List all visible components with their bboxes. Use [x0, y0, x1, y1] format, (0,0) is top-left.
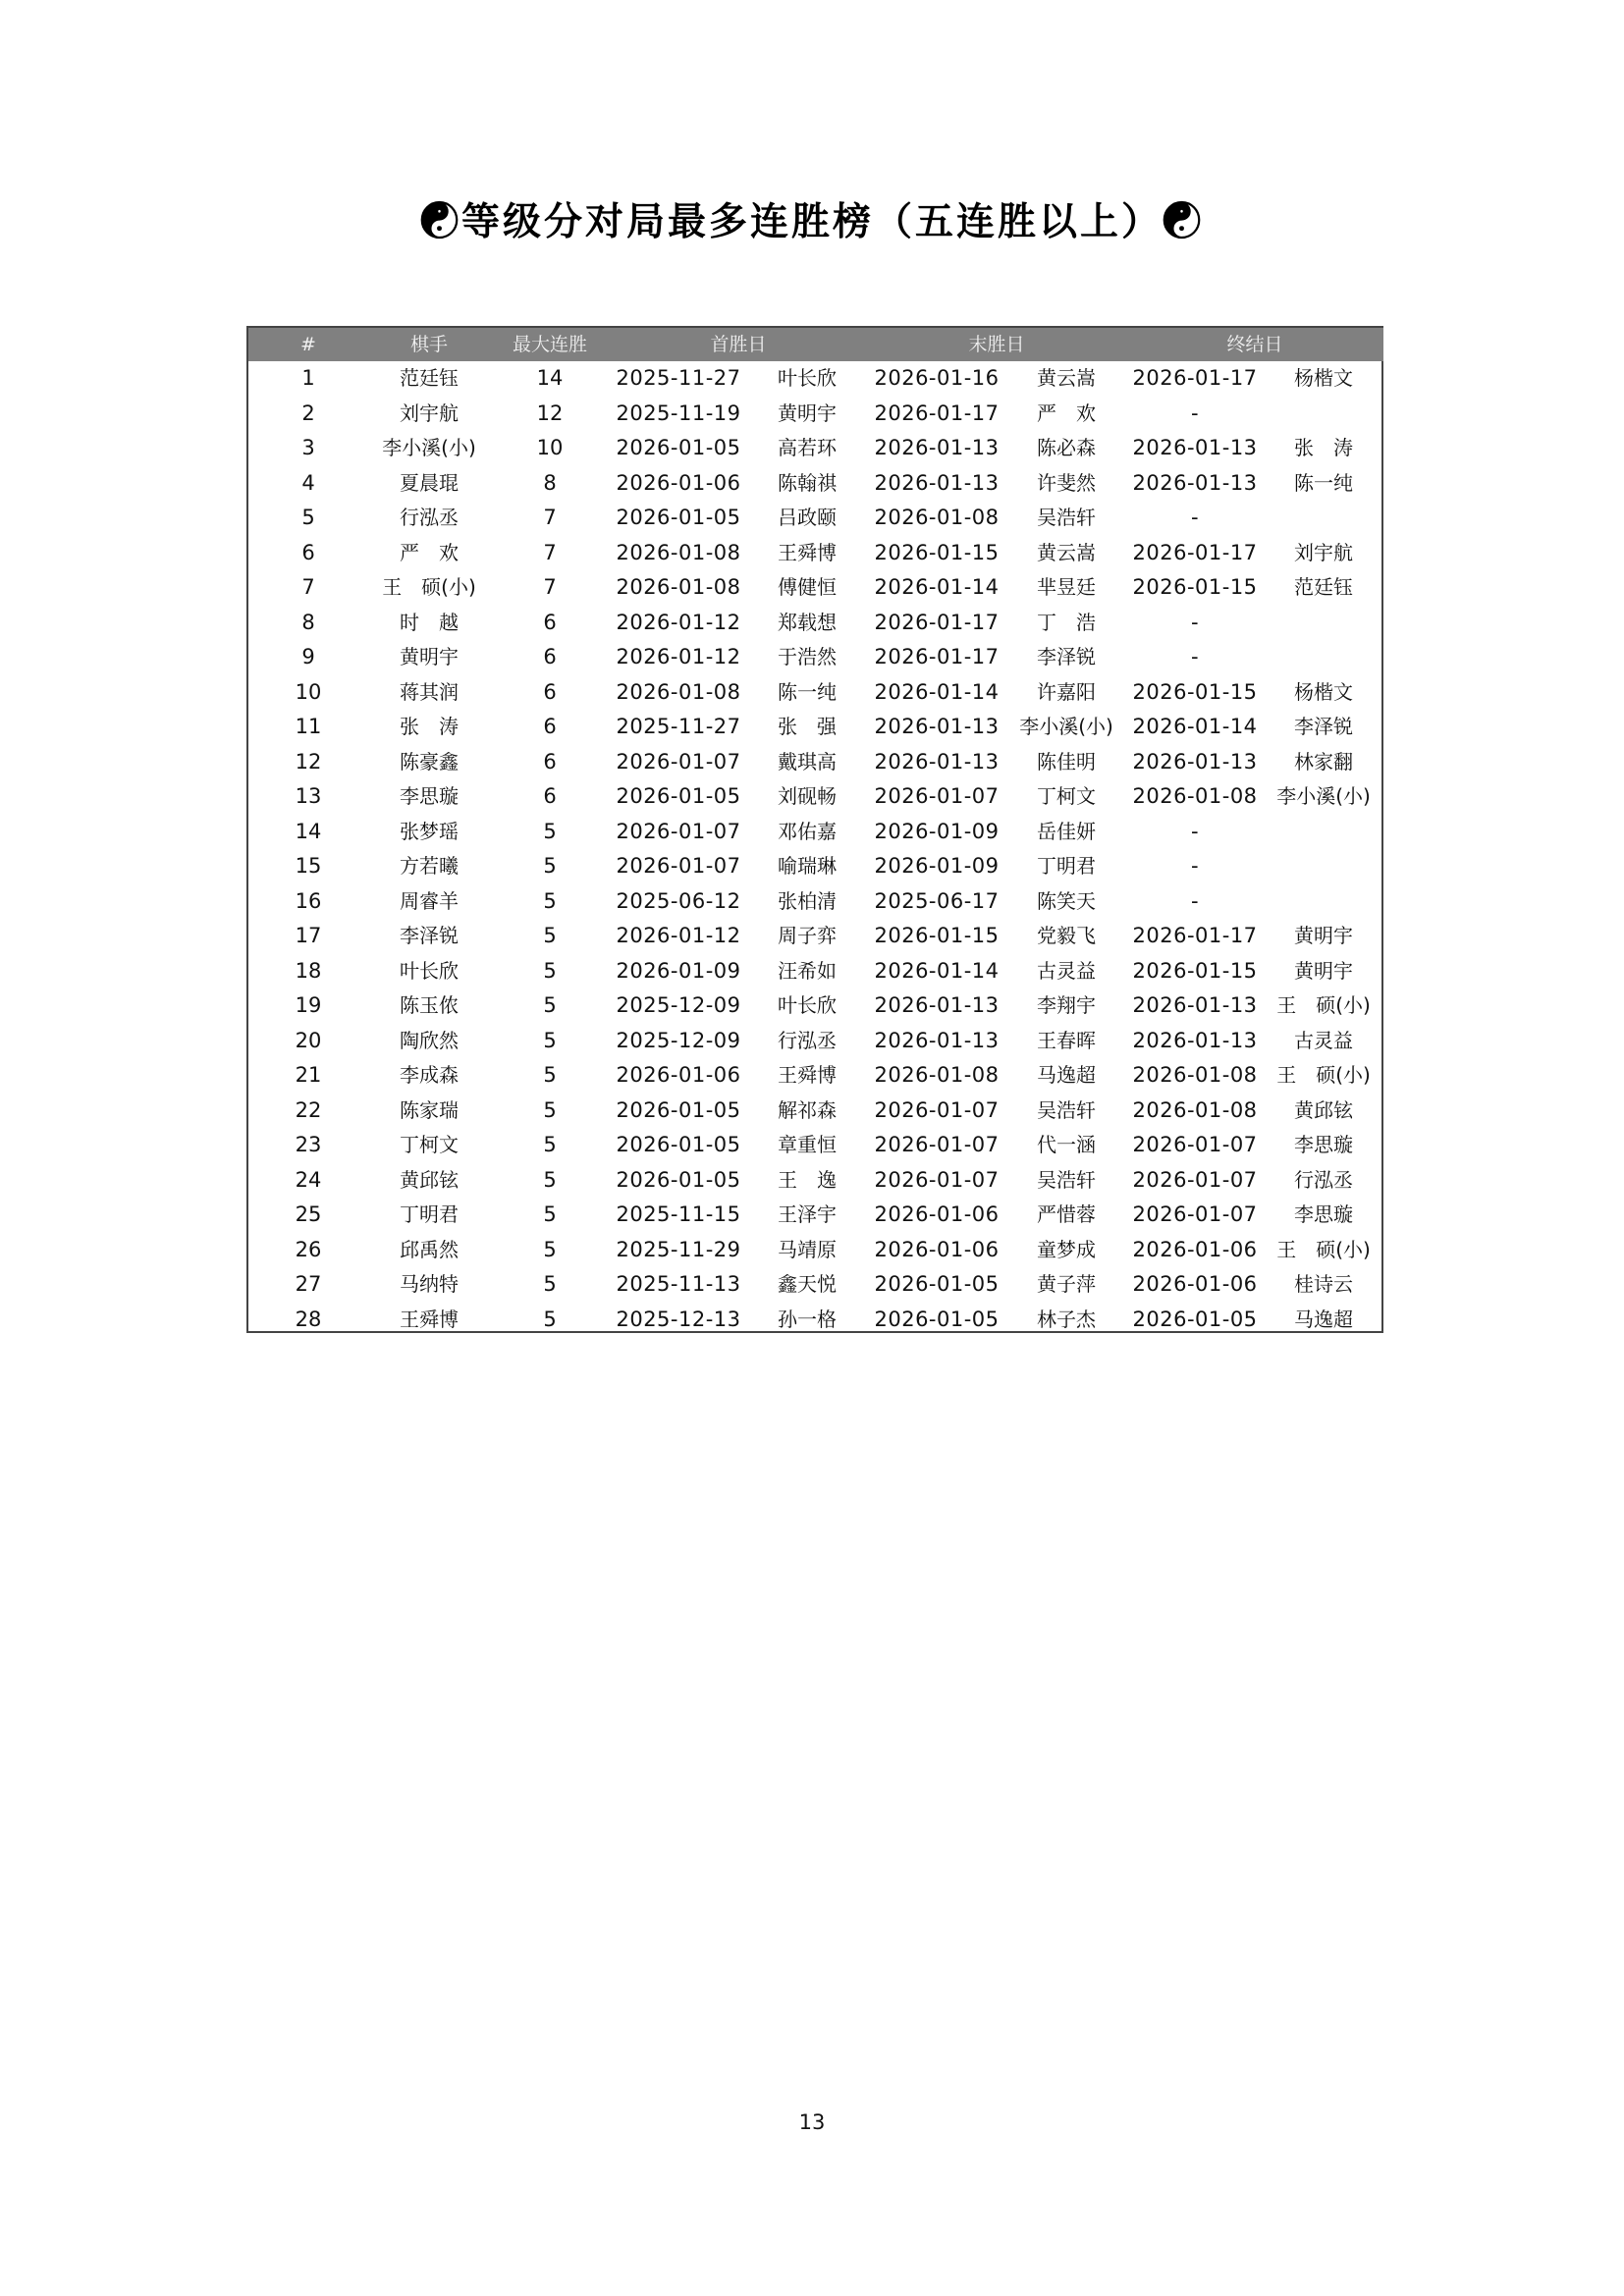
end-opponent-cell: 范廷钰: [1294, 575, 1354, 599]
table-row: [248, 397, 1383, 432]
table-row: [248, 1303, 1383, 1338]
last-win-opponent-cell: 芈昱廷: [1037, 575, 1097, 599]
table-row: [248, 570, 1383, 606]
last-win-date-cell: 2026-01-09: [874, 819, 1000, 843]
player-cell: 李泽锐: [400, 924, 459, 947]
first-win-opponent-cell: 陈翰祺: [778, 470, 837, 495]
last-win-date-cell: 2026-01-14: [874, 575, 1000, 599]
first-win-date-cell: 2026-01-09: [616, 958, 741, 983]
player-cell: 王舜博: [400, 1307, 459, 1331]
end-opponent-cell: [1264, 849, 1383, 884]
last-win-opponent-cell: 吴浩轩: [1037, 506, 1097, 529]
player-cell: 李小溪(小): [382, 436, 476, 459]
last-win-date-cell: 2026-01-16: [874, 366, 1000, 390]
first-win-date-cell: 2026-01-07: [616, 819, 741, 843]
rank-cell: 20: [295, 1028, 322, 1052]
last-win-date-cell: 2026-01-07: [874, 1167, 1000, 1192]
first-win-date-cell: 2026-01-05: [616, 1097, 741, 1122]
first-win-opponent-cell: 叶长欣: [778, 993, 837, 1017]
table-row: [248, 1058, 1383, 1094]
last-win-opponent-cell: 党毅飞: [1037, 924, 1097, 947]
streak-cell: 7: [543, 540, 557, 564]
end-opponent-cell: [1264, 501, 1383, 536]
end-date-cell: -: [1190, 819, 1200, 843]
streak-cell: 5: [543, 854, 557, 878]
table-row: [248, 815, 1383, 850]
last-win-opponent-cell: 李小溪(小): [1019, 715, 1113, 738]
last-win-opponent-cell: 严 欢: [1037, 400, 1097, 425]
last-win-opponent-cell: 严惜蓉: [1037, 1202, 1097, 1226]
rank-cell: 12: [295, 749, 322, 774]
streak-cell: 6: [543, 610, 557, 634]
last-win-date-cell: 2026-01-17: [874, 645, 1000, 668]
rank-cell: 10: [295, 679, 322, 704]
last-win-opponent-cell: 许斐然: [1037, 470, 1097, 495]
player-cell: 李思璇: [400, 784, 459, 808]
last-win-opponent-cell: 丁柯文: [1037, 784, 1097, 808]
last-win-date-cell: 2026-01-09: [874, 854, 1000, 878]
rank-cell: 5: [301, 506, 315, 529]
first-win-opponent-cell: 张柏清: [778, 888, 837, 913]
last-win-date-cell: 2026-01-15: [874, 540, 1000, 564]
table-row: [248, 1094, 1383, 1129]
rank-cell: 28: [295, 1307, 322, 1331]
last-win-opponent-cell: 许嘉阳: [1037, 679, 1097, 704]
end-opponent-cell: 李泽锐: [1294, 715, 1354, 738]
first-win-opponent-cell: 郑载想: [778, 610, 837, 634]
end-date-cell: 2026-01-06: [1132, 1237, 1258, 1261]
player-cell: 王 硕(小): [382, 575, 476, 599]
streak-cell: 5: [543, 1028, 557, 1052]
first-win-date-cell: 2026-01-12: [616, 610, 741, 634]
streak-cell: 5: [543, 1097, 557, 1122]
end-opponent-cell: 王 硕(小): [1276, 993, 1371, 1017]
rank-cell: 8: [301, 610, 315, 634]
end-opponent-cell: 王 硕(小): [1276, 1237, 1371, 1261]
end-date-cell: 2026-01-17: [1132, 924, 1258, 947]
end-date-cell: 2026-01-08: [1132, 1063, 1258, 1087]
player-cell: 时 越: [400, 610, 459, 634]
last-win-opponent-cell: 黄云嵩: [1037, 366, 1097, 390]
first-win-date-cell: 2026-01-07: [616, 749, 741, 774]
rank-cell: 17: [295, 924, 322, 947]
table-row: [248, 954, 1383, 989]
rank-cell: 22: [295, 1097, 322, 1122]
first-win-opponent-cell: 高若环: [778, 436, 837, 459]
first-win-opponent-cell: 马靖原: [778, 1237, 837, 1261]
last-win-date-cell: 2026-01-06: [874, 1202, 1000, 1226]
end-opponent-cell: [1264, 884, 1383, 920]
table-row: [248, 501, 1383, 536]
last-win-opponent-cell: 吴浩轩: [1037, 1097, 1097, 1122]
end-opponent-cell: [1264, 606, 1383, 641]
end-date-cell: 2026-01-17: [1132, 366, 1258, 390]
first-win-date-cell: 2026-01-06: [616, 470, 741, 495]
page-title: ☯等级分对局最多连胜榜（五连胜以上）☯: [419, 199, 1204, 244]
rank-cell: 18: [295, 958, 322, 983]
player-cell: 刘宇航: [400, 400, 459, 425]
first-win-opponent-cell: 王 逸: [778, 1167, 837, 1192]
end-opponent-cell: [1264, 815, 1383, 850]
rank-cell: 13: [295, 784, 322, 808]
first-win-date-cell: 2026-01-05: [616, 436, 741, 459]
first-win-opponent-cell: 陈一纯: [778, 679, 837, 704]
end-opponent-cell: 刘宇航: [1294, 540, 1354, 564]
first-win-date-cell: 2025-11-19: [616, 400, 741, 425]
streak-cell: 5: [543, 1272, 557, 1296]
end-date-cell: -: [1190, 610, 1200, 634]
end-date-cell: 2026-01-17: [1132, 540, 1258, 564]
end-date-cell: 2026-01-13: [1132, 436, 1258, 459]
player-cell: 陈豪鑫: [400, 749, 459, 774]
first-win-date-cell: 2026-01-08: [616, 540, 741, 564]
end-opponent-cell: 杨楷文: [1294, 366, 1354, 390]
player-cell: 蒋其润: [400, 679, 459, 704]
first-win-date-cell: 2026-01-07: [616, 854, 741, 878]
last-win-opponent-cell: 黄子萍: [1037, 1272, 1097, 1296]
table-row: [248, 710, 1383, 745]
player-cell: 邱禹然: [400, 1237, 459, 1261]
last-win-date-cell: 2026-01-13: [874, 715, 1000, 738]
last-win-date-cell: 2025-06-17: [874, 888, 1000, 913]
first-win-date-cell: 2025-12-09: [616, 1028, 741, 1052]
last-win-opponent-cell: 陈笑天: [1037, 888, 1097, 913]
table-row: [248, 849, 1383, 884]
last-win-date-cell: 2026-01-13: [874, 436, 1000, 459]
first-win-date-cell: 2026-01-05: [616, 506, 741, 529]
end-date-cell: 2026-01-15: [1132, 679, 1258, 704]
end-date-cell: 2026-01-07: [1132, 1167, 1258, 1192]
player-cell: 马纳特: [400, 1272, 459, 1296]
first-win-opponent-cell: 叶长欣: [778, 366, 837, 390]
rank-cell: 26: [295, 1237, 322, 1261]
rank-cell: 27: [295, 1272, 322, 1296]
player-cell: 范廷钰: [400, 366, 459, 390]
end-date-cell: 2026-01-07: [1132, 1133, 1258, 1156]
end-date-cell: 2026-01-13: [1132, 1028, 1258, 1052]
last-win-date-cell: 2026-01-08: [874, 1063, 1000, 1087]
first-win-opponent-cell: 王泽宇: [778, 1202, 837, 1226]
header-rank: #: [300, 334, 316, 355]
last-win-date-cell: 2026-01-13: [874, 749, 1000, 774]
end-opponent-cell: 陈一纯: [1294, 470, 1354, 495]
last-win-date-cell: 2026-01-07: [874, 1097, 1000, 1122]
streak-cell: 7: [543, 575, 557, 599]
rank-cell: 15: [295, 854, 322, 878]
player-cell: 周睿羊: [400, 888, 459, 913]
end-opponent-cell: 黄明宇: [1294, 924, 1354, 947]
last-win-opponent-cell: 陈必森: [1037, 436, 1097, 459]
streak-cell: 6: [543, 679, 557, 704]
streak-cell: 5: [543, 888, 557, 913]
first-win-opponent-cell: 张 强: [778, 715, 837, 738]
last-win-opponent-cell: 陈佳明: [1037, 749, 1097, 774]
first-win-date-cell: 2026-01-12: [616, 645, 741, 668]
first-win-date-cell: 2026-01-05: [616, 1133, 741, 1156]
end-date-cell: 2026-01-06: [1132, 1272, 1258, 1296]
table-row: [248, 1128, 1383, 1163]
first-win-opponent-cell: 章重恒: [778, 1133, 837, 1156]
table-row: [248, 466, 1383, 502]
player-cell: 黄邱铉: [400, 1167, 459, 1192]
end-date-cell: -: [1190, 888, 1200, 913]
table-row: [248, 884, 1383, 920]
table-row: [248, 988, 1383, 1024]
streak-cell: 6: [543, 715, 557, 738]
table-row: [248, 1024, 1383, 1059]
streak-cell: 5: [543, 958, 557, 983]
first-win-opponent-cell: 王舜博: [778, 1063, 837, 1087]
first-win-opponent-cell: 行泓丞: [778, 1028, 837, 1052]
rank-cell: 9: [301, 645, 315, 668]
last-win-opponent-cell: 林子杰: [1037, 1307, 1097, 1331]
last-win-date-cell: 2026-01-13: [874, 1028, 1000, 1052]
last-win-opponent-cell: 黄云嵩: [1037, 540, 1097, 564]
rank-cell: 19: [295, 993, 322, 1017]
page-number: 13: [798, 2110, 826, 2134]
table-header-row: [248, 328, 1383, 361]
streak-cell: 8: [543, 470, 557, 495]
last-win-opponent-cell: 李泽锐: [1037, 645, 1097, 668]
first-win-date-cell: 2026-01-08: [616, 679, 741, 704]
rank-cell: 16: [295, 888, 322, 913]
player-cell: 陶欣然: [400, 1028, 459, 1052]
table-row: [248, 779, 1383, 815]
end-opponent-cell: 行泓丞: [1294, 1167, 1354, 1192]
end-opponent-cell: 黄明宇: [1294, 958, 1354, 983]
rank-cell: 25: [295, 1202, 322, 1226]
end-date-cell: 2026-01-13: [1132, 993, 1258, 1017]
first-win-date-cell: 2026-01-06: [616, 1063, 741, 1087]
first-win-opponent-cell: 喻瑞琳: [778, 854, 837, 878]
streak-cell: 6: [543, 784, 557, 808]
end-opponent-cell: 古灵益: [1294, 1028, 1354, 1052]
last-win-date-cell: 2026-01-07: [874, 784, 1000, 808]
end-opponent-cell: [1264, 640, 1383, 675]
last-win-opponent-cell: 岳佳妍: [1037, 819, 1097, 843]
last-win-date-cell: 2026-01-17: [874, 400, 1000, 425]
table-row: [248, 431, 1383, 466]
end-date-cell: -: [1190, 506, 1200, 529]
last-win-date-cell: 2026-01-14: [874, 958, 1000, 983]
table-row: [248, 536, 1383, 571]
table-row: [248, 745, 1383, 780]
streak-cell: 6: [543, 749, 557, 774]
first-win-opponent-cell: 王舜博: [778, 540, 837, 564]
streak-cell: 5: [543, 924, 557, 947]
last-win-date-cell: 2026-01-05: [874, 1307, 1000, 1331]
last-win-opponent-cell: 古灵益: [1037, 958, 1097, 983]
header-last-win: 末胜日: [968, 334, 1025, 355]
first-win-opponent-cell: 孙一格: [778, 1307, 837, 1331]
player-cell: 李成森: [400, 1063, 459, 1087]
first-win-date-cell: 2026-01-12: [616, 924, 741, 947]
first-win-opponent-cell: 黄明宇: [778, 400, 837, 425]
streak-cell: 14: [536, 366, 564, 390]
first-win-date-cell: 2025-11-15: [616, 1202, 741, 1226]
rank-cell: 2: [301, 400, 315, 425]
end-opponent-cell: 马逸超: [1294, 1307, 1354, 1331]
table-row: [248, 919, 1383, 954]
end-date-cell: 2026-01-05: [1132, 1307, 1258, 1331]
first-win-opponent-cell: 汪希如: [778, 958, 837, 983]
first-win-date-cell: 2025-12-13: [616, 1307, 741, 1331]
table-body: [248, 361, 1383, 1337]
last-win-opponent-cell: 代一涵: [1037, 1133, 1097, 1156]
first-win-opponent-cell: 刘砚畅: [778, 784, 837, 808]
player-cell: 夏晨琨: [400, 470, 459, 495]
last-win-date-cell: 2026-01-08: [874, 506, 1000, 529]
header-max-streak: 最大连胜: [512, 334, 587, 355]
table-row: [248, 1163, 1383, 1199]
table-row: [248, 361, 1383, 397]
streak-table: [248, 328, 1383, 1337]
table-row: [248, 1233, 1383, 1268]
last-win-date-cell: 2026-01-14: [874, 679, 1000, 704]
streak-cell: 7: [543, 506, 557, 529]
rank-cell: 6: [301, 540, 315, 564]
player-cell: 行泓丞: [400, 506, 459, 529]
last-win-opponent-cell: 童梦成: [1037, 1237, 1097, 1261]
streak-cell: 5: [543, 1307, 557, 1331]
last-win-date-cell: 2026-01-06: [874, 1237, 1000, 1261]
player-cell: 丁柯文: [400, 1133, 459, 1156]
end-date-cell: 2026-01-08: [1132, 784, 1258, 808]
rank-cell: 3: [301, 436, 315, 459]
header-first-win: 首胜日: [710, 334, 767, 355]
last-win-date-cell: 2026-01-15: [874, 924, 1000, 947]
end-opponent-cell: 黄邱铉: [1294, 1097, 1354, 1122]
rank-cell: 7: [301, 575, 315, 599]
first-win-date-cell: 2025-11-27: [616, 366, 741, 390]
rank-cell: 4: [301, 470, 315, 495]
end-date-cell: 2026-01-07: [1132, 1202, 1258, 1226]
first-win-date-cell: 2025-06-12: [616, 888, 741, 913]
rank-cell: 1: [301, 366, 315, 390]
streak-cell: 5: [543, 819, 557, 843]
player-cell: 方若曦: [400, 854, 459, 878]
first-win-opponent-cell: 戴琪高: [778, 749, 837, 774]
end-date-cell: 2026-01-15: [1132, 958, 1258, 983]
end-date-cell: -: [1190, 854, 1200, 878]
streak-cell: 12: [536, 400, 564, 425]
end-date-cell: 2026-01-08: [1132, 1097, 1258, 1122]
end-opponent-cell: 林家翻: [1294, 749, 1354, 774]
end-date-cell: 2026-01-15: [1132, 575, 1258, 599]
rank-cell: 23: [295, 1133, 322, 1156]
player-cell: 张梦瑶: [400, 819, 459, 843]
table-row: [248, 1198, 1383, 1233]
end-opponent-cell: 杨楷文: [1294, 679, 1354, 704]
end-opponent-cell: 张 涛: [1294, 436, 1354, 459]
last-win-opponent-cell: 丁明君: [1037, 854, 1097, 878]
first-win-date-cell: 2026-01-08: [616, 575, 741, 599]
end-opponent-cell: [1264, 397, 1383, 432]
last-win-opponent-cell: 王春晖: [1037, 1028, 1097, 1052]
header-end-date: 终结日: [1226, 334, 1283, 355]
streak-cell: 5: [543, 1133, 557, 1156]
first-win-opponent-cell: 傅健恒: [778, 575, 837, 599]
first-win-opponent-cell: 吕政颐: [778, 506, 837, 529]
last-win-opponent-cell: 丁 浩: [1037, 610, 1097, 634]
first-win-opponent-cell: 鑫天悦: [778, 1272, 837, 1296]
rank-cell: 24: [295, 1167, 322, 1192]
player-cell: 严 欢: [400, 540, 459, 564]
table-row: [248, 675, 1383, 711]
player-cell: 叶长欣: [400, 958, 459, 983]
streak-cell: 5: [543, 993, 557, 1017]
first-win-date-cell: 2025-11-13: [616, 1272, 741, 1296]
end-date-cell: 2026-01-13: [1132, 749, 1258, 774]
streak-cell: 5: [543, 1202, 557, 1226]
first-win-date-cell: 2025-11-29: [616, 1237, 741, 1261]
first-win-date-cell: 2025-11-27: [616, 715, 741, 738]
last-win-date-cell: 2026-01-13: [874, 993, 1000, 1017]
player-cell: 丁明君: [400, 1202, 459, 1226]
first-win-opponent-cell: 周子弈: [778, 924, 837, 947]
end-opponent-cell: 王 硕(小): [1276, 1063, 1371, 1087]
end-opponent-cell: 李小溪(小): [1276, 784, 1371, 808]
first-win-opponent-cell: 于浩然: [778, 645, 837, 668]
rank-cell: 11: [295, 715, 322, 738]
rank-cell: 14: [295, 819, 322, 843]
last-win-date-cell: 2026-01-07: [874, 1133, 1000, 1156]
streak-cell: 6: [543, 645, 557, 668]
first-win-date-cell: 2026-01-05: [616, 784, 741, 808]
header-player: 棋手: [409, 334, 448, 355]
player-cell: 黄明宇: [400, 645, 459, 668]
streak-cell: 5: [543, 1063, 557, 1087]
last-win-date-cell: 2026-01-05: [874, 1272, 1000, 1296]
end-opponent-cell: 桂诗云: [1294, 1272, 1354, 1296]
end-opponent-cell: 李思璇: [1294, 1202, 1354, 1226]
last-win-date-cell: 2026-01-13: [874, 470, 1000, 495]
win-streak-table: [246, 326, 1383, 1333]
last-win-opponent-cell: 马逸超: [1037, 1063, 1097, 1087]
last-win-date-cell: 2026-01-17: [874, 610, 1000, 634]
end-date-cell: 2026-01-13: [1132, 470, 1258, 495]
rank-cell: 21: [295, 1063, 322, 1087]
first-win-opponent-cell: 解祁森: [778, 1097, 837, 1122]
end-opponent-cell: 李思璇: [1294, 1133, 1354, 1156]
streak-cell: 5: [543, 1167, 557, 1192]
player-cell: 陈家瑞: [400, 1097, 459, 1122]
table-row: [248, 606, 1383, 641]
table-row: [248, 1267, 1383, 1303]
last-win-opponent-cell: 李翔宇: [1037, 993, 1097, 1017]
end-date-cell: -: [1190, 400, 1200, 425]
streak-cell: 5: [543, 1237, 557, 1261]
table-row: [248, 640, 1383, 675]
last-win-opponent-cell: 吴浩轩: [1037, 1167, 1097, 1192]
first-win-date-cell: 2026-01-05: [616, 1167, 741, 1192]
player-cell: 陈玉侬: [400, 993, 459, 1017]
player-cell: 张 涛: [400, 715, 459, 738]
first-win-date-cell: 2025-12-09: [616, 993, 741, 1017]
first-win-opponent-cell: 邓佑嘉: [778, 819, 837, 843]
streak-cell: 10: [536, 436, 564, 459]
end-date-cell: 2026-01-14: [1132, 715, 1258, 738]
end-date-cell: -: [1190, 645, 1200, 668]
